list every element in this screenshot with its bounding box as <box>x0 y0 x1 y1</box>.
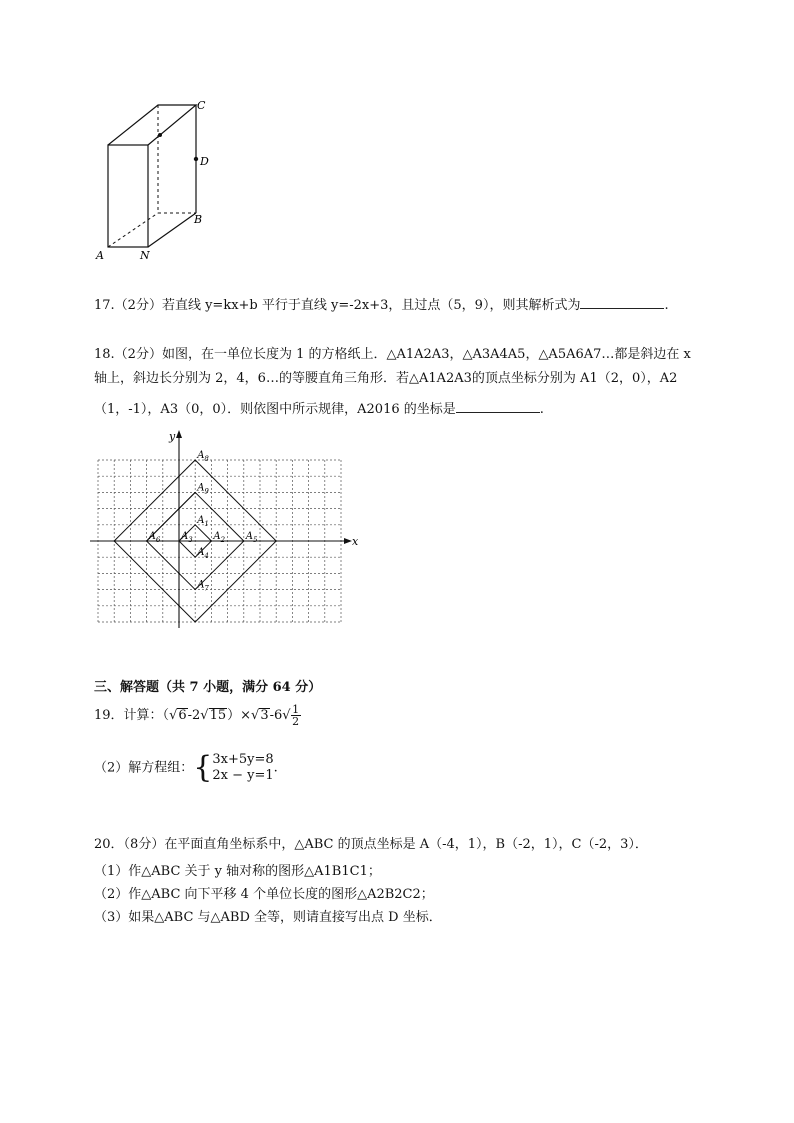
question-18-line2 <box>94 370 677 388</box>
grid-point-a5: $A_5$ <box>245 531 258 544</box>
section-3-title: 三、解答题（共 7 小题，满分 64 分） <box>94 680 322 695</box>
grid-point-a7: $A_7$ <box>197 579 209 593</box>
grid-point-a8: $A_8$ <box>197 450 209 463</box>
q20-number: 20．（8分） <box>94 837 165 852</box>
q18-end: . <box>539 402 544 417</box>
q20-sub2: （2）作△ABC 向下平移 4 个单位长度的图形△A2B2C2； <box>94 887 434 902</box>
x-axis-label: x <box>352 535 359 548</box>
grid-point-a4: $A_4$ <box>197 547 209 561</box>
q19-part2-prefix: （2）解方程组： <box>94 760 194 776</box>
question-20 <box>94 836 648 854</box>
q19-part1-rest: ）× <box>227 708 252 723</box>
prism-label-d: D <box>200 155 209 168</box>
q19-part1-prefix: 计算：（ <box>123 708 170 723</box>
q20-text: 在平面直角坐标系中，△ABC 的顶点坐标是 A（-4，1），B（-2，1），C（-2，3）． <box>164 837 648 852</box>
question-19-part2 <box>94 752 278 784</box>
y-axis-label: y <box>169 430 176 443</box>
sqrt-3-term: √3-6√ $\frac{1}{2}$ <box>251 703 300 728</box>
prism-label-n: N <box>140 249 150 262</box>
coordinate-grid-figure <box>90 428 370 633</box>
prism-figure <box>90 95 230 265</box>
q18-line1: 如图，在一单位长度为 1 的方格纸上．△A1A2A3，△A3A4A5，△A5A6A7…都是斜边在 x <box>161 347 691 362</box>
q17-answer-blank <box>580 296 664 309</box>
q17-text: 若直线 y=kx+b 平行于直线 y=-2x+3，且过点（5，9），则其解析式为 <box>161 298 581 313</box>
q20-sub1: （1）作△ABC 关于 y 轴对称的图形△A1B1C1； <box>94 864 381 879</box>
q17-number: 17.（2分） <box>94 298 162 313</box>
equation-2: 2x − y=1 <box>212 768 274 783</box>
prism-label-b: B <box>194 213 203 226</box>
q17-end: . <box>664 298 669 313</box>
question-17 <box>94 296 669 315</box>
prism-label-c: C <box>197 99 206 112</box>
equation-1: 3x+5y=8 <box>212 752 274 767</box>
q18-line3: （1，-1），A3（0，0）．则依图中所示规律，A2016 的坐标是 <box>94 402 456 417</box>
grid-point-a3: $A_3$ <box>181 531 193 544</box>
q18-line2: 轴上，斜边长分别为 2，4，6…的等腰直角三角形．若△A1A2A3的顶点坐标分别为 A1（2，0），A2 <box>94 371 678 386</box>
grid-point-a6: $A_6$ <box>148 531 161 544</box>
equation-system <box>212 752 273 784</box>
question-18-line1 <box>94 346 691 364</box>
grid-point-a2: $A_2$ <box>213 531 226 544</box>
prism-label-a: A <box>96 249 104 262</box>
q19-end: . <box>273 760 278 776</box>
q19-number: 19． <box>94 708 124 723</box>
q18-number: 18.（2分） <box>94 347 162 362</box>
q20-sub3: （3）如果△ABC 与△ABD 全等，则请直接写出点 D 坐标． <box>94 910 442 925</box>
question-19-part1 <box>94 704 301 727</box>
grid-point-a1: $A_1$ <box>197 514 209 528</box>
grid-point-a9: $A_9$ <box>197 482 209 496</box>
system-brace: { <box>193 750 213 785</box>
question-18-line3 <box>94 400 544 419</box>
q18-answer-blank <box>456 400 540 413</box>
sqrt-6-term: √6-2√15 <box>169 708 227 723</box>
